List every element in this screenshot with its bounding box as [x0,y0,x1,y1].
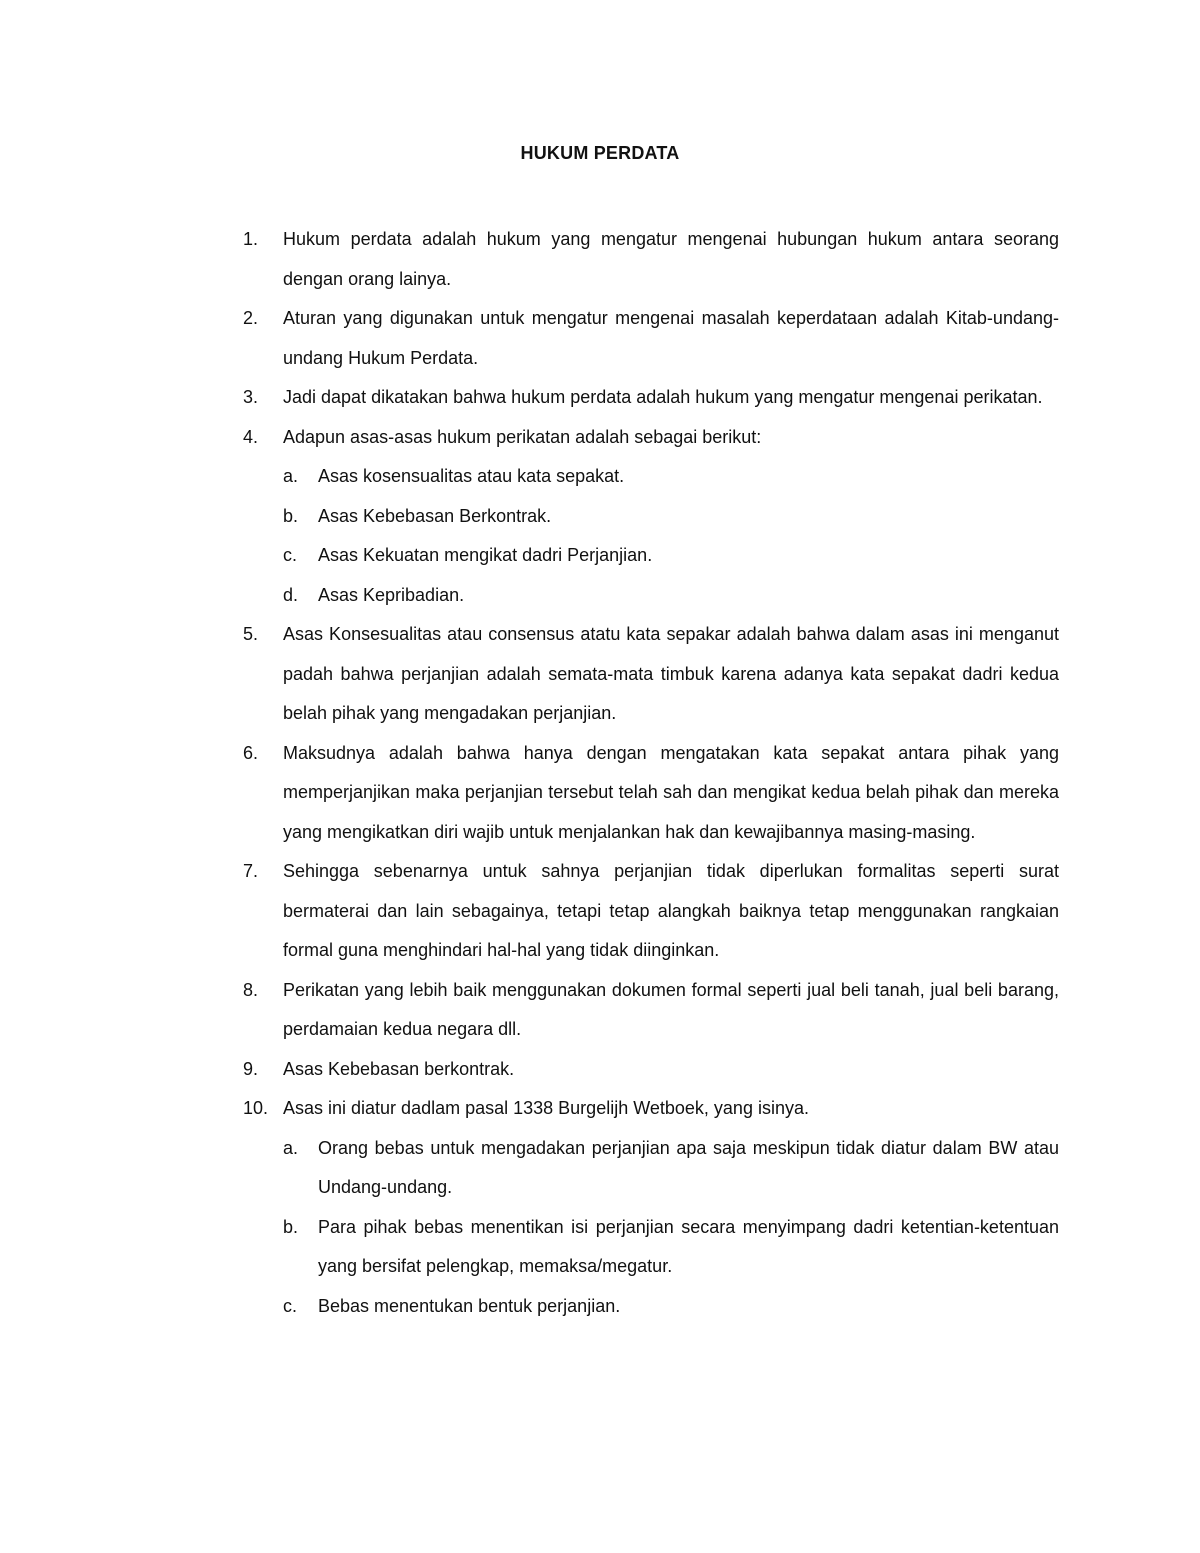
item-number: 10. [243,1098,269,1118]
sub-list-item [283,1287,1059,1327]
sub-list [283,457,1059,615]
sub-list-item [283,536,1059,576]
item-text: Sehingga sebenarnya untuk sahnya perjanjian tidak diperlukan formalitas seperti surat bermaterai dan lain sebagainya, tetapi tetap alangkah baiknya tetap menggunakan rangkaian formal guna menghindari hal-hal yang tidak diinginkan. [283,861,1059,960]
list-item [243,852,1059,971]
item-number: 1. [243,229,259,249]
list-item [243,971,1059,1050]
numbered-list [243,220,1059,1326]
item-number: 6. [243,742,259,763]
sub-list-item [283,497,1059,537]
item-text: Perikatan yang lebih baik menggunakan dokumen formal seperti jual beli tanah, jual beli barang, perdamaian kedua negara dll. [283,979,1059,1039]
item-number: 7. [243,861,259,881]
item-number: 9. [243,1058,259,1079]
item-number: 4. [243,426,259,447]
sub-list [283,1129,1059,1327]
sub-list-item [283,576,1059,616]
item-text: Asas Kebebasan berkontrak. [283,1058,515,1079]
sub-item-letter: b. [283,505,299,526]
sub-item-letter: a. [283,466,299,486]
sub-item-letter: c. [283,545,298,565]
item-text: Jadi dapat dikatakan bahwa hukum perdata adalah hukum yang mengatur mengenai perikatan. [283,387,1043,407]
item-text: Adapun asas-asas hukum perikatan adalah sebagai berikut: [283,426,762,447]
sub-item-letter: a. [283,1137,299,1158]
sub-item-text: Asas kosensualitas atau kata sepakat. [318,466,625,486]
list-item [243,734,1059,853]
sub-item-letter: b. [283,1216,299,1237]
list-item [243,378,1059,418]
sub-item-text: Asas Kekuatan mengikat dadri Perjanjian. [318,545,653,565]
item-text: Asas ini diatur dadlam pasal 1338 Burgelijh Wetboek, yang isinya. [283,1098,809,1118]
sub-item-letter: c. [283,1295,298,1316]
sub-item-text: Bebas menentukan bentuk perjanjian. [318,1295,621,1316]
sub-item-text: Orang bebas untuk mengadakan perjanjian apa saja meskipun tidak diatur dalam BW atau Undang-undang. [318,1137,1059,1197]
item-text: Maksudnya adalah bahwa hanya dengan mengatakan kata sepakat antara pihak yang memperjanjikan maka perjanjian tersebut telah sah dan mengikat kedua belah pihak dan mereka yang mengikatkan diri wajib untuk menjalankan hak dan kewajibannya masing-masing. [283,742,1059,842]
list-item [243,1089,1059,1326]
item-number: 3. [243,387,259,407]
list-item [243,220,1059,299]
item-number: 5. [243,624,259,644]
sub-list-item [283,1129,1059,1208]
sub-item-text: Asas Kebebasan Berkontrak. [318,505,552,526]
sub-list-item [283,457,1059,497]
list-item [243,615,1059,734]
item-text: Asas Konsesualitas atau consensus atatu kata sepakar adalah bahwa dalam asas ini menganut padah bahwa perjanjian adalah semata-mata timbuk karena adanya kata sepakat dadri kedua belah pihak yang mengadakan perjanjian. [283,624,1059,723]
item-number: 2. [243,308,259,328]
sub-item-text: Para pihak bebas menentikan isi perjanjian secara menyimpang dadri ketentian-ketentuan yang bersifat pelengkap, memaksa/megatur. [318,1216,1059,1276]
list-item [243,299,1059,378]
item-text: Aturan yang digunakan untuk mengatur mengenai masalah keperdataan adalah Kitab-undang-undang Hukum Perdata. [283,308,1059,368]
page-title: HUKUM PERDATA [520,143,680,163]
list-item [243,1050,1059,1090]
sub-item-letter: d. [283,584,299,605]
list-item [243,418,1059,616]
item-number: 8. [243,979,259,1000]
item-text: Hukum perdata adalah hukum yang mengatur mengenai hubungan hukum antara seorang dengan orang lainya. [283,229,1059,289]
sub-list-item [283,1208,1059,1287]
sub-item-text: Asas Kepribadian. [318,584,465,605]
